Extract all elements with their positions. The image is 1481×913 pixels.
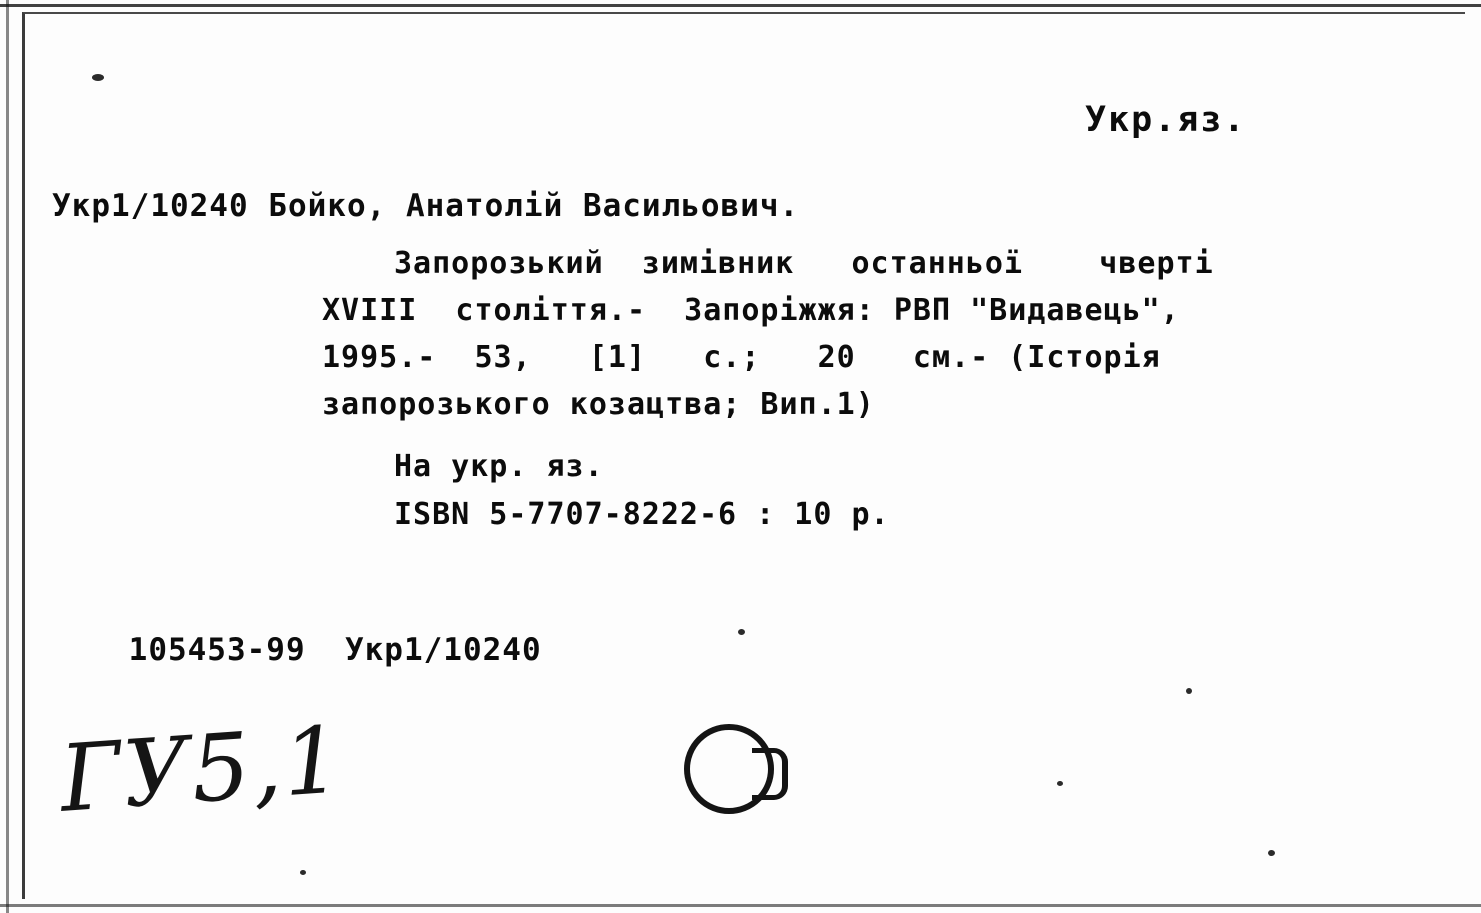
title-line: Запорозький зимівник останньої чверті [394,246,1214,281]
scan-speck [1186,688,1192,694]
title-statement [322,240,1442,428]
scan-speck [1268,850,1275,856]
scan-speck [738,629,745,635]
footer-call-number: Укр1/10240 [344,632,542,668]
footer-spacer [306,632,345,668]
title-line: запорозького козацтва; Вип.1) [322,387,875,422]
card-edge-bottom [0,904,1481,907]
note-line: ISBN 5-7707-8222-6 : 10 р. [394,497,890,532]
scan-speck [1057,781,1063,786]
footer-identifiers [50,596,542,704]
handwritten-shelf-mark: ГУ5,1 [56,706,348,833]
card-edge-top [0,4,1481,7]
circular-stamp-tail-icon [752,748,788,800]
note-line: На укр. яз. [394,449,604,484]
language-header: Укр.яз. [1085,100,1247,140]
title-line: XVIII століття.- Запоріжжя: РВП "Видавець", [322,293,1180,328]
scan-speck [300,870,306,875]
call-number-and-author: Укр1/10240 Бойко, Анатолій Васильович. [52,188,800,224]
title-line: 1995.- 53, [1] с.; 20 см.- (Історія [322,340,1161,375]
accession-number: 105453-99 [128,632,306,668]
notes-block [394,443,890,539]
card-edge-left [6,0,9,913]
scan-speck [92,74,104,81]
